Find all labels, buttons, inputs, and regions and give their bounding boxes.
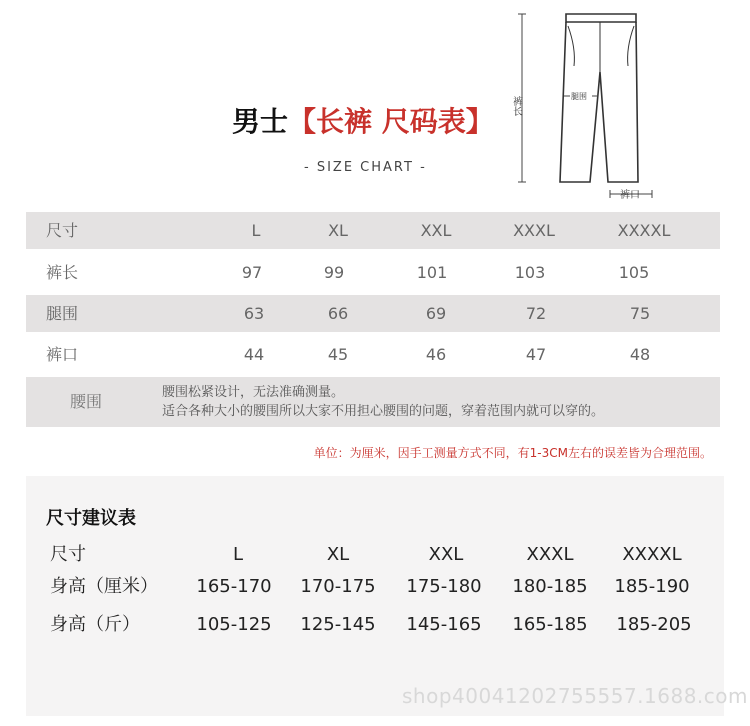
table-cell: 48 [629,345,651,364]
table-header-cell: 尺寸 [46,221,79,240]
table-cell: 99 [323,263,345,282]
suggestion-header-cell: XXL [428,544,464,565]
suggestion-cell: 175-180 [406,576,482,597]
table-header-cell: XXXL [513,221,555,240]
suggestion-header-cell: XXXXL [622,544,682,565]
table-row [26,336,720,373]
table-cell: 69 [425,304,447,323]
suggestion-cell: 185-190 [614,576,690,597]
table-row [26,610,724,640]
table-cell: 72 [525,304,547,323]
length-label: 裤长 [510,96,522,116]
table-header-cell: L [251,221,261,240]
suggestion-cell: 105-125 [196,614,272,635]
waist-note-line: 腰围松紧设计，无法准确测量。 [162,385,345,400]
table-cell: 103 [514,263,546,282]
page-title [232,100,494,140]
table-cell: 63 [243,304,265,323]
thigh-label: 腿围 [571,92,587,101]
waist-row [26,377,720,427]
hem-label: 裤口 [620,190,640,201]
table-row [26,295,720,332]
row-label: 腿围 [46,304,79,323]
watermark: shop40041202755557.1688.com [402,684,748,708]
table-row [26,572,724,602]
suggestion-cell: 145-165 [406,614,482,635]
suggestion-cell: 170-175 [300,576,376,597]
suggestion-header-cell: XXXL [526,544,574,565]
waist-label: 腰围 [70,392,103,411]
table-header-cell: XL [328,221,348,240]
waist-note-line: 适合各种大小的腰围所以大家不用担心腰围的问题，穿着范围内就可以穿的。 [162,404,605,419]
suggestion-cell: 125-145 [300,614,376,635]
table-cell: 47 [525,345,547,364]
table-cell: 66 [327,304,349,323]
table-cell: 44 [243,345,265,364]
suggestion-row-label: 身高（厘米） [50,576,158,597]
suggestion-header-cell: 尺寸 [50,544,86,565]
suggestion-row-label: 身高（斤） [50,614,140,635]
suggestion-header-cell: XL [326,544,350,565]
size-suggestion-panel [26,476,724,716]
table-header-cell: XXXXL [617,221,671,240]
row-label: 裤口 [46,345,79,364]
size-table-header [26,212,720,249]
table-cell: 105 [618,263,650,282]
waist-note [162,383,604,421]
table-row [26,254,720,291]
suggestion-cell: 185-205 [616,614,692,635]
row-label: 裤长 [46,263,79,282]
subtitle: - SIZE CHART - [304,160,427,175]
suggestion-cell: 165-185 [512,614,588,635]
table-header-cell: XXL [420,221,452,240]
suggestion-cell: 165-170 [196,576,272,597]
suggestion-cell: 180-185 [512,576,588,597]
suggestion-title: 尺寸建议表 [46,508,136,529]
table-cell: 97 [241,263,263,282]
unit-note: 单位：为厘米，因手工测量方式不同，有1-3CM左右的误差皆为合理范围。 [313,446,712,460]
suggestion-header [26,540,724,570]
table-cell: 101 [416,263,448,282]
title-accent: 【长裤 尺码表】 [288,105,494,138]
title-main: 男士 [232,105,289,138]
pants-diagram [512,10,652,206]
suggestion-header-cell: L [232,544,244,565]
table-cell: 75 [629,304,651,323]
table-cell: 46 [425,345,447,364]
measure-lines-icon [518,14,652,198]
table-cell: 45 [327,345,349,364]
